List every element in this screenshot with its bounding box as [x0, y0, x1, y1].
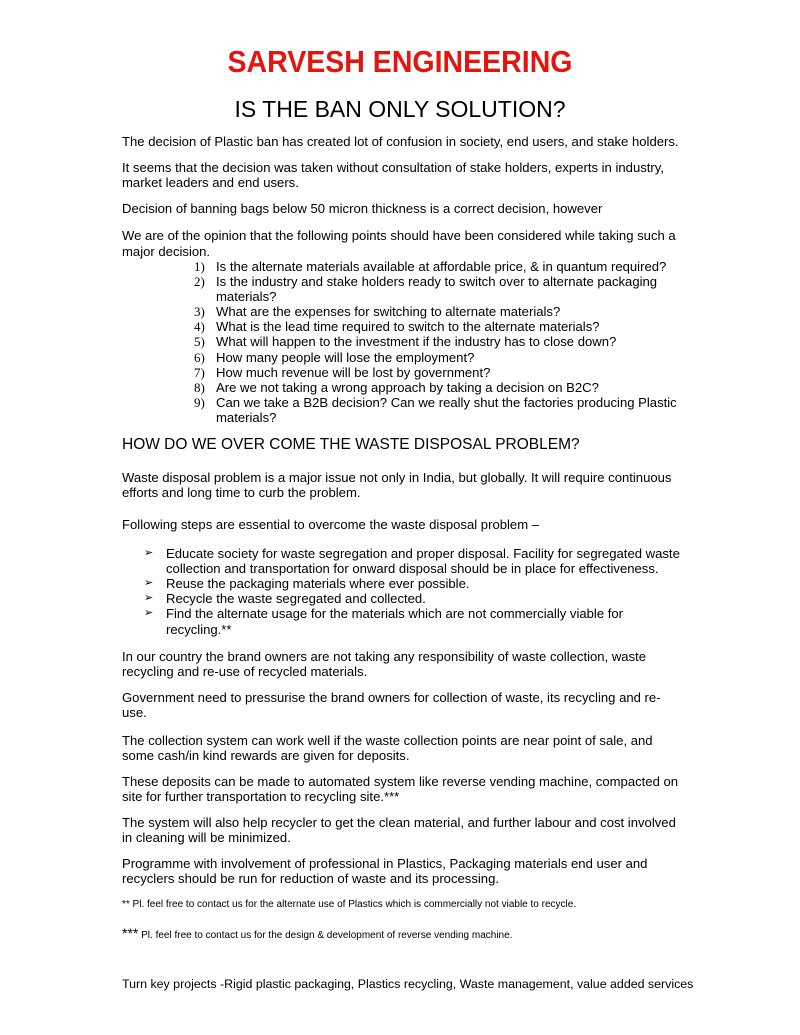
- company-name: SARVESH ENGINEERING: [227, 44, 573, 79]
- footnote-alternate-use: ** Pl. feel free to contact us for the alternate use of Plastics which is commercially not viable to recycle.: [122, 898, 577, 910]
- list-item: [122, 259, 682, 274]
- footnote-marker: ***: [122, 925, 139, 942]
- list-item-text: Can we take a B2B decision? Can we really shut the factories producing Plastic materials?: [216, 394, 677, 425]
- list-item: [122, 576, 682, 591]
- waste-paragraph: Waste disposal problem is a major issue not only in India, but globally. It will require continuous efforts and long time to curb the problem.: [122, 469, 672, 501]
- list-item: [122, 606, 682, 636]
- list-number: 2): [194, 274, 205, 290]
- list-item: [122, 546, 682, 576]
- intro-paragraph: It seems that the decision was taken without consultation of stake holders, experts in industry, market leaders and end users.: [122, 159, 664, 190]
- questions-list: [122, 259, 682, 425]
- list-item-text: Is the alternate materials available at affordable price, & in quantum required?: [216, 259, 667, 274]
- list-item: [122, 304, 682, 319]
- list-number: 3): [194, 304, 205, 320]
- list-item: [122, 591, 682, 606]
- arrow-bullet-icon: ➢: [144, 577, 154, 590]
- list-number: 7): [194, 364, 205, 380]
- list-number: 8): [194, 379, 205, 395]
- list-item: [122, 380, 682, 395]
- document-body: [122, 134, 682, 944]
- footer-text: Turn key projects -Rigid plastic packaging, Plastics recycling, Waste management, value added services: [122, 977, 694, 991]
- closing-paragraph: In our country the brand owners are not taking any responsibility of waste collection, waste recycling and re-use of recycled materials.: [122, 648, 647, 680]
- list-item-text: Reuse the packaging materials where ever possible.: [166, 576, 470, 592]
- list-number: 5): [194, 334, 205, 350]
- intro-paragraph: The decision of Plastic ban has created lot of confusion in society, end users, and stake holders.: [122, 134, 679, 149]
- closing-paragraph: Government need to pressurise the brand owners for collection of waste, its recycling and re-use.: [122, 689, 661, 721]
- list-item-text: Educate society for waste segregation and proper disposal. Facility for segregated waste collection and transportation for onward disposal should be in place for effectiveness.: [166, 546, 680, 577]
- closing-paragraph: Programme with involvement of professional in Plastics, Packaging materials end user and recyclers should be run for reduction of waste and its processing.: [122, 855, 648, 887]
- list-item: [122, 350, 682, 365]
- list-item: [122, 334, 682, 349]
- list-item: [122, 319, 682, 334]
- arrow-bullet-icon: ➢: [144, 547, 154, 560]
- list-number: 9): [194, 394, 205, 410]
- intro-paragraph: We are of the opinion that the following points should have been considered while taking such a major decision.: [122, 228, 676, 259]
- list-item: [122, 274, 682, 304]
- list-item-text: How many people will lose the employment?: [216, 349, 475, 365]
- arrow-bullet-icon: ➢: [144, 592, 154, 605]
- section-heading: HOW DO WE OVER COME THE WASTE DISPOSAL PROBLEM?: [122, 436, 580, 454]
- list-item-text: Are we not taking a wrong approach by taking a decision on B2C?: [216, 379, 599, 395]
- list-item: [122, 395, 682, 425]
- footnote-text: Pl. feel free to contact us for the design & development of reverse vending machine.: [138, 930, 513, 942]
- list-item-text: Recycle the waste segregated and collected.: [166, 591, 426, 607]
- footnote-vending-machine: [122, 926, 682, 944]
- closing-paragraph: These deposits can be made to automated system like reverse vending machine, compacted on site for further transportation to recycling site.***: [122, 773, 679, 805]
- steps-list: [122, 546, 682, 637]
- list-item-text: How much revenue will be lost by government?: [216, 364, 491, 380]
- waste-paragraph: Following steps are essential to overcome the waste disposal problem –: [122, 516, 540, 532]
- closing-paragraph: The system will also help recycler to get the clean material, and further labour and cost involved in cleaning will be minimized.: [122, 814, 676, 846]
- list-item-text: What is the lead time required to switch to the alternate materials?: [216, 319, 600, 335]
- list-item-text: Find the alternate usage for the materials which are not commercially viable for recycling.**: [166, 606, 624, 637]
- list-number: 4): [194, 319, 205, 335]
- list-item-text: Is the industry and stake holders ready to switch over to alternate packaging materials?: [216, 274, 658, 305]
- list-number: 6): [194, 349, 205, 365]
- list-item-text: What will happen to the investment if the industry has to close down?: [216, 334, 617, 350]
- list-item-text: What are the expenses for switching to alternate materials?: [216, 304, 561, 320]
- arrow-bullet-icon: ➢: [144, 607, 154, 620]
- intro-paragraph: Decision of banning bags below 50 micron thickness is a correct decision, however: [122, 200, 603, 216]
- list-number: 1): [194, 259, 205, 274]
- list-item: [122, 365, 682, 380]
- closing-paragraph: The collection system can work well if the waste collection points are near point of sale, and some cash/in kind rewards are given for deposits.: [122, 732, 653, 764]
- document-title: IS THE BAN ONLY SOLUTION?: [234, 96, 566, 122]
